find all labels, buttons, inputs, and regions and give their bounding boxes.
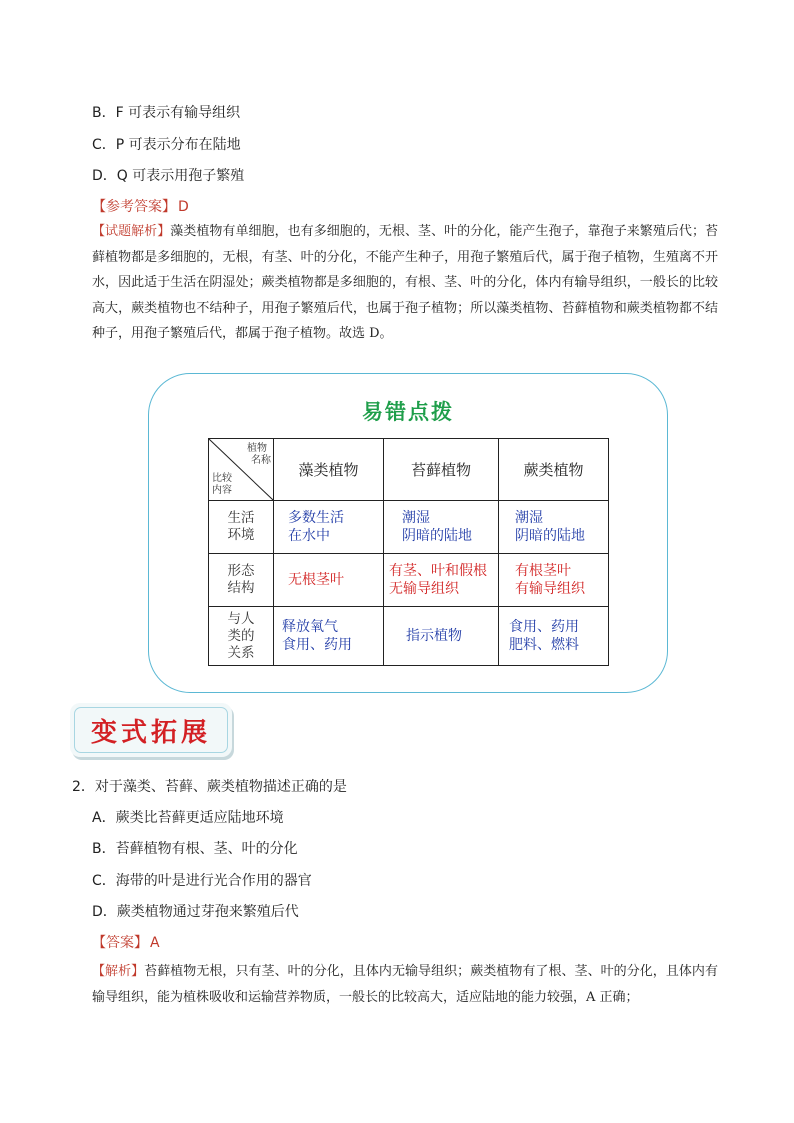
q2-answer <box>92 932 160 952</box>
cell-line: 释放氧气 <box>282 619 338 635</box>
corner-bottom-line2: 内容 <box>212 485 232 496</box>
cell-line: 潮湿 <box>515 510 543 526</box>
cell-line: 有根茎叶 <box>515 563 571 579</box>
corner-top-line2: 名称 <box>251 455 271 466</box>
cell-moss-relation <box>384 607 499 666</box>
row-label-line: 与人 <box>227 610 255 627</box>
table-corner-cell <box>209 439 274 501</box>
q1-option-b: B．F 可表示有输导组织 <box>92 105 241 121</box>
col-header-algae: 藻类植物 <box>274 439 384 501</box>
q1-option-d: D．Q 可表示用孢子繁殖 <box>92 168 245 184</box>
cell-fern-structure <box>499 554 609 607</box>
q1-analysis <box>92 219 718 347</box>
row-label-line: 类的 <box>227 627 255 644</box>
cell-fern-habitat <box>499 501 609 554</box>
tip-box-title: 易错点拨 <box>362 399 454 424</box>
cell-algae-structure <box>274 554 384 607</box>
cell-moss-structure <box>384 554 499 607</box>
col-header-moss: 苔藓植物 <box>384 439 499 501</box>
cell-algae-relation <box>274 607 384 666</box>
cell-line: 阴暗的陆地 <box>402 528 472 544</box>
cell-fern-relation <box>499 607 609 666</box>
col-header-fern: 蕨类植物 <box>499 439 609 501</box>
row-label-line: 形态 <box>227 563 255 579</box>
q1-answer-tag: 【参考答案】 <box>92 199 176 215</box>
cell-line: 多数生活 <box>288 510 344 526</box>
row-label-line: 环境 <box>227 527 255 543</box>
q1-option-c: C．P 可表示分布在陆地 <box>92 137 241 153</box>
cell-line: 阴暗的陆地 <box>515 528 585 544</box>
q2-stem: 2．对于藻类、苔藓、蕨类植物描述正确的是 <box>72 779 347 795</box>
cell-line: 无根茎叶 <box>288 572 344 588</box>
cell-line: 在水中 <box>288 528 330 544</box>
cell-line: 潮湿 <box>402 510 430 526</box>
cell-line: 有输导组织 <box>515 581 585 597</box>
corner-bottom-line1: 比较 <box>212 473 232 484</box>
row-label-line: 结构 <box>227 580 255 596</box>
q2-answer-value: A <box>150 935 160 951</box>
cell-line: 指示植物 <box>406 628 462 644</box>
q2-analysis <box>92 959 718 1010</box>
cell-line: 食用、药用 <box>509 619 579 635</box>
corner-top-line1: 植物 <box>247 443 267 454</box>
row-label-habitat <box>209 501 274 554</box>
comparison-table <box>208 438 609 666</box>
q1-answer-value: D <box>178 199 189 215</box>
q2-analysis-text: 苔藓植物无根，只有茎、叶的分化，且体内无输导组织；蕨类植物有了根、茎、叶的分化，且体内有输导组织，能为植株吸收和运输营养物质，一般长的比较高大，适应陆地的能力较强，A 正确； <box>92 964 718 1005</box>
q2-option-d: D．蕨类植物通过芽孢来繁殖后代 <box>92 904 299 920</box>
q1-answer <box>92 196 189 216</box>
tip-box <box>148 373 668 693</box>
cell-line: 有茎、叶和假根 <box>389 563 487 579</box>
q2-option-c: C．海带的叶是进行光合作用的器官 <box>92 873 312 889</box>
row-label-structure <box>209 554 274 607</box>
q2-answer-tag: 【答案】 <box>92 935 148 951</box>
cell-line: 肥料、燃料 <box>509 637 579 653</box>
q1-analysis-tag: 【试题解析】 <box>92 224 171 239</box>
cell-line: 无输导组织 <box>389 581 459 597</box>
section-banner <box>70 703 232 757</box>
q1-analysis-text: 藻类植物有单细胞，也有多细胞的，无根、茎、叶的分化，能产生孢子，靠孢子来繁殖后代；苔藓植物都是多细胞的，无根，有茎、叶的分化，不能产生种子，用孢子繁殖后代，属于孢子植物，生殖离不开水，因此适于生活在阴湿处；蕨类植物都是多细胞的，有根、茎、叶的分化，体内有输导组织，一般长的比较高大，蕨类植物也不结种子，用孢子繁殖后代，也属于孢子植物；所以藻类植物、苔藓植物和蕨类植物都不结种子，用孢子繁殖后代，都属于孢子植物。故选 D。 <box>92 224 718 341</box>
q2-option-b: B．苔藓植物有根、茎、叶的分化 <box>92 841 298 857</box>
row-label-line: 生活 <box>227 510 255 526</box>
cell-moss-habitat <box>384 501 499 554</box>
banner-title: 变式拓展 <box>90 718 211 748</box>
q2-analysis-tag: 【解析】 <box>92 964 145 979</box>
row-label-relation <box>209 607 274 666</box>
q2-option-a: A．蕨类比苔藓更适应陆地环境 <box>92 810 284 826</box>
cell-algae-habitat <box>274 501 384 554</box>
cell-line: 食用、药用 <box>282 637 352 653</box>
row-label-line: 关系 <box>227 644 255 661</box>
